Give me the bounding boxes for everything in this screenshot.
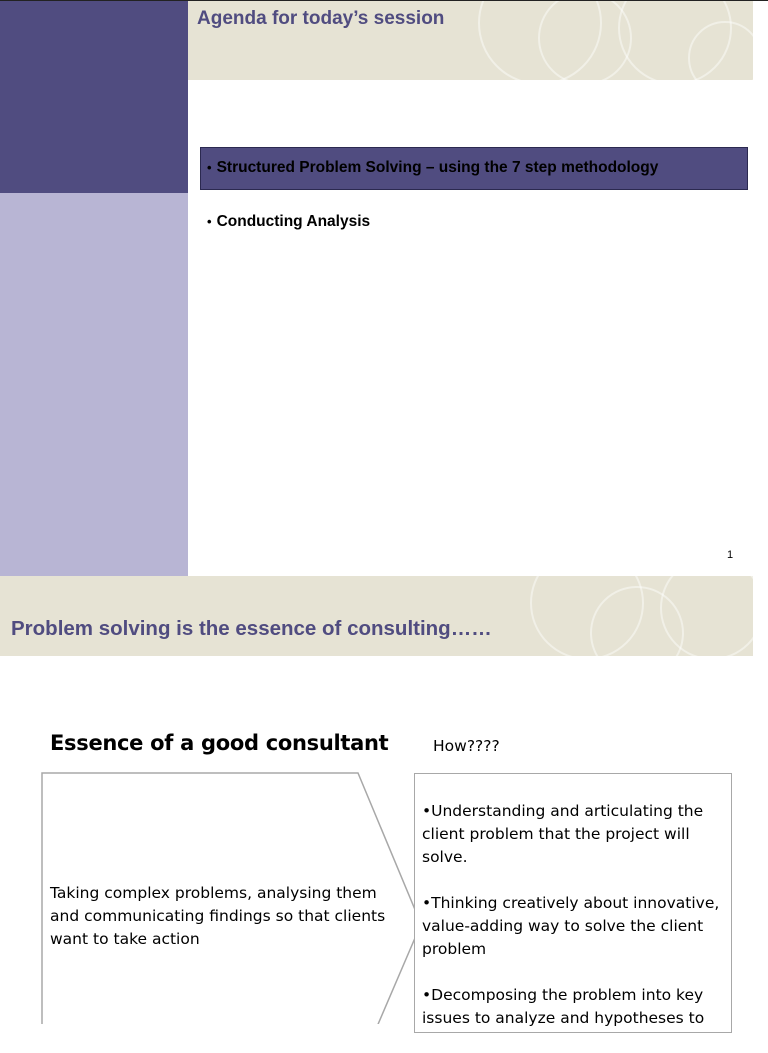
essence-heading: Essence of a good consultant <box>50 731 389 755</box>
slide-title: Agenda for today’s session <box>197 8 445 29</box>
slide-title: Problem solving is the essence of consulting…… <box>11 617 492 640</box>
how-list <box>422 800 727 1053</box>
slide-problem-solving <box>0 576 768 1027</box>
list-item: •Thinking creatively about innovative, value-adding way to solve the client problem <box>422 894 720 958</box>
sidebar-light-block <box>0 193 188 577</box>
agenda-item-label: Conducting Analysis <box>216 213 371 230</box>
bullet-icon: • <box>207 214 212 229</box>
agenda-item-conducting-analysis <box>207 213 370 231</box>
slide-header <box>188 1 753 80</box>
definition-text: Taking complex problems, analysing them and communicating findings so that clients want to take action <box>50 884 386 948</box>
how-label: How???? <box>433 737 500 755</box>
sidebar-dark-block <box>0 1 188 193</box>
list-item: •Decomposing the problem into key issues to analyze and hypotheses to <box>422 986 705 1027</box>
agenda-item-label: Structured Problem Solving – using the 7 step methodology <box>216 159 659 176</box>
list-item: •Understanding and articulating the client problem that the project will solve. <box>422 802 704 866</box>
bullet-icon: • <box>207 160 212 175</box>
agenda-item-structured-problem-solving <box>207 159 658 177</box>
page-number: 1 <box>727 549 734 561</box>
